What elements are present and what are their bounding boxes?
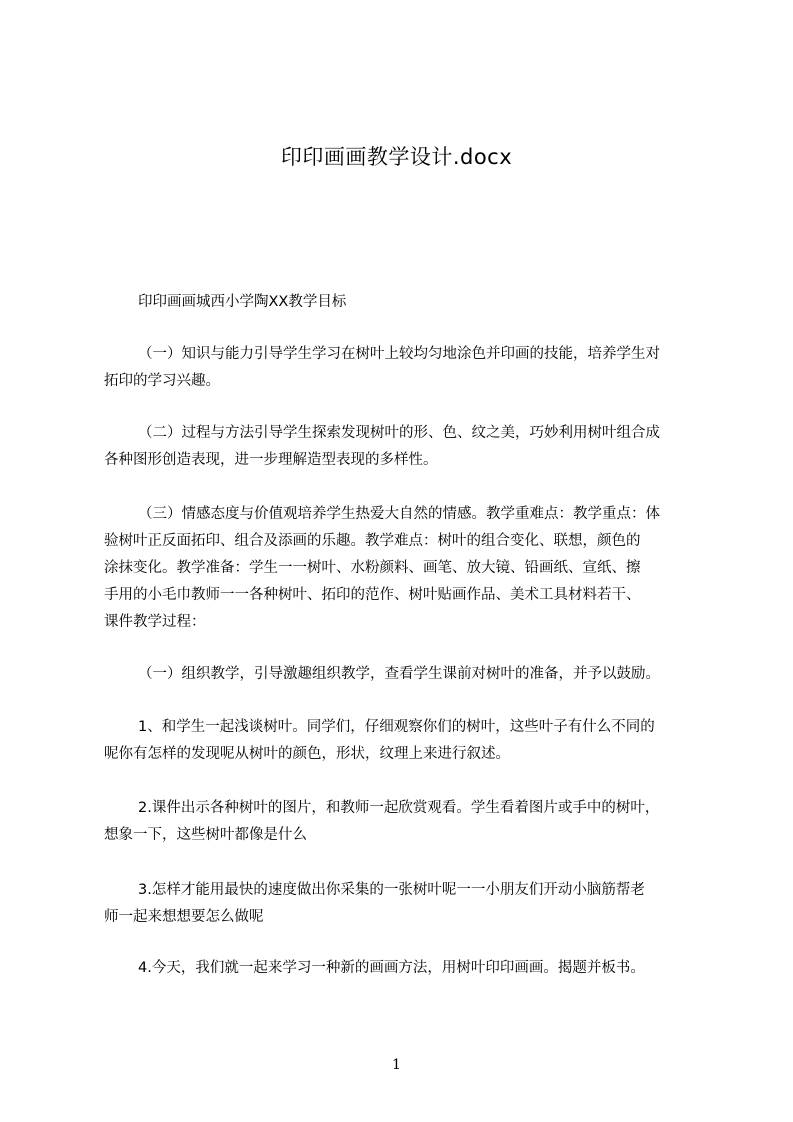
objectives-heading: 印印画画城西小学陶XX教学目标 [138,294,347,310]
paragraph-line: 4.今天，我们就一起来学习一种新的画画方法，用树叶印印画画。揭题并板书。 [138,960,645,976]
paragraph-line: 拓印的学习兴趣。 [104,373,220,389]
paragraph-line: 呢你有怎样的发现呢从树叶的颜色，形状，纹理上来进行叙述。 [104,746,510,762]
paragraph-line: 各种图形创造表现，进一步理解造型表现的多样性。 [104,452,438,468]
paragraph-line: （三）情感态度与价值观培养学生热爱大自然的情感。教学重难点：教学重点：体 [138,506,660,522]
paragraph-line: 课件教学过程： [104,614,206,630]
paragraph-line: 1、和学生一起浅谈树叶。同学们，仔细观察你们的树叶，这些叶子有什么不同的 [138,719,655,735]
paragraph-line: 手用的小毛巾教师一一各种树叶、拓印的范作、树叶贴画作品、美术工具材料若干、 [104,587,641,603]
paragraph-line: 师一起来想想要怎么做呢 [104,909,264,925]
paragraph-line: （一）组织教学，引导激趣组织教学，查看学生课前对树叶的准备，并予以鼓励。 [138,666,660,682]
page-number: 1 [392,1057,401,1073]
paragraph-line: （一）知识与能力引导学生学习在树叶上较均匀地涂色并印画的技能，培养学生对 [138,346,660,362]
paragraph-line: 2.课件出示各种树叶的图片，和教师一起欣赏观看。学生看着图片或手中的树叶， [138,800,660,816]
paragraph-line: 想象一下，这些树叶都像是什么 [104,827,307,843]
document-title: 印印画画教学设计.docx [280,145,513,169]
paragraph-line: （二）过程与方法引导学生探索发现树叶的形、色、纹之美，巧妙利用树叶组合成 [138,425,660,441]
paragraph-line: 验树叶正反面拓印、组合及添画的乐趣。教学难点：树叶的组合变化、联想，颜色的 [104,533,641,549]
paragraph-line: 3.怎样才能用最快的速度做出你采集的一张树叶呢一一小朋友们开动小脑筋帮老 [138,882,645,898]
paragraph-line: 涂抹变化。教学准备：学生一一树叶、水粉颜料、画笔、放大镜、铅画纸、宣纸、擦 [104,560,641,576]
